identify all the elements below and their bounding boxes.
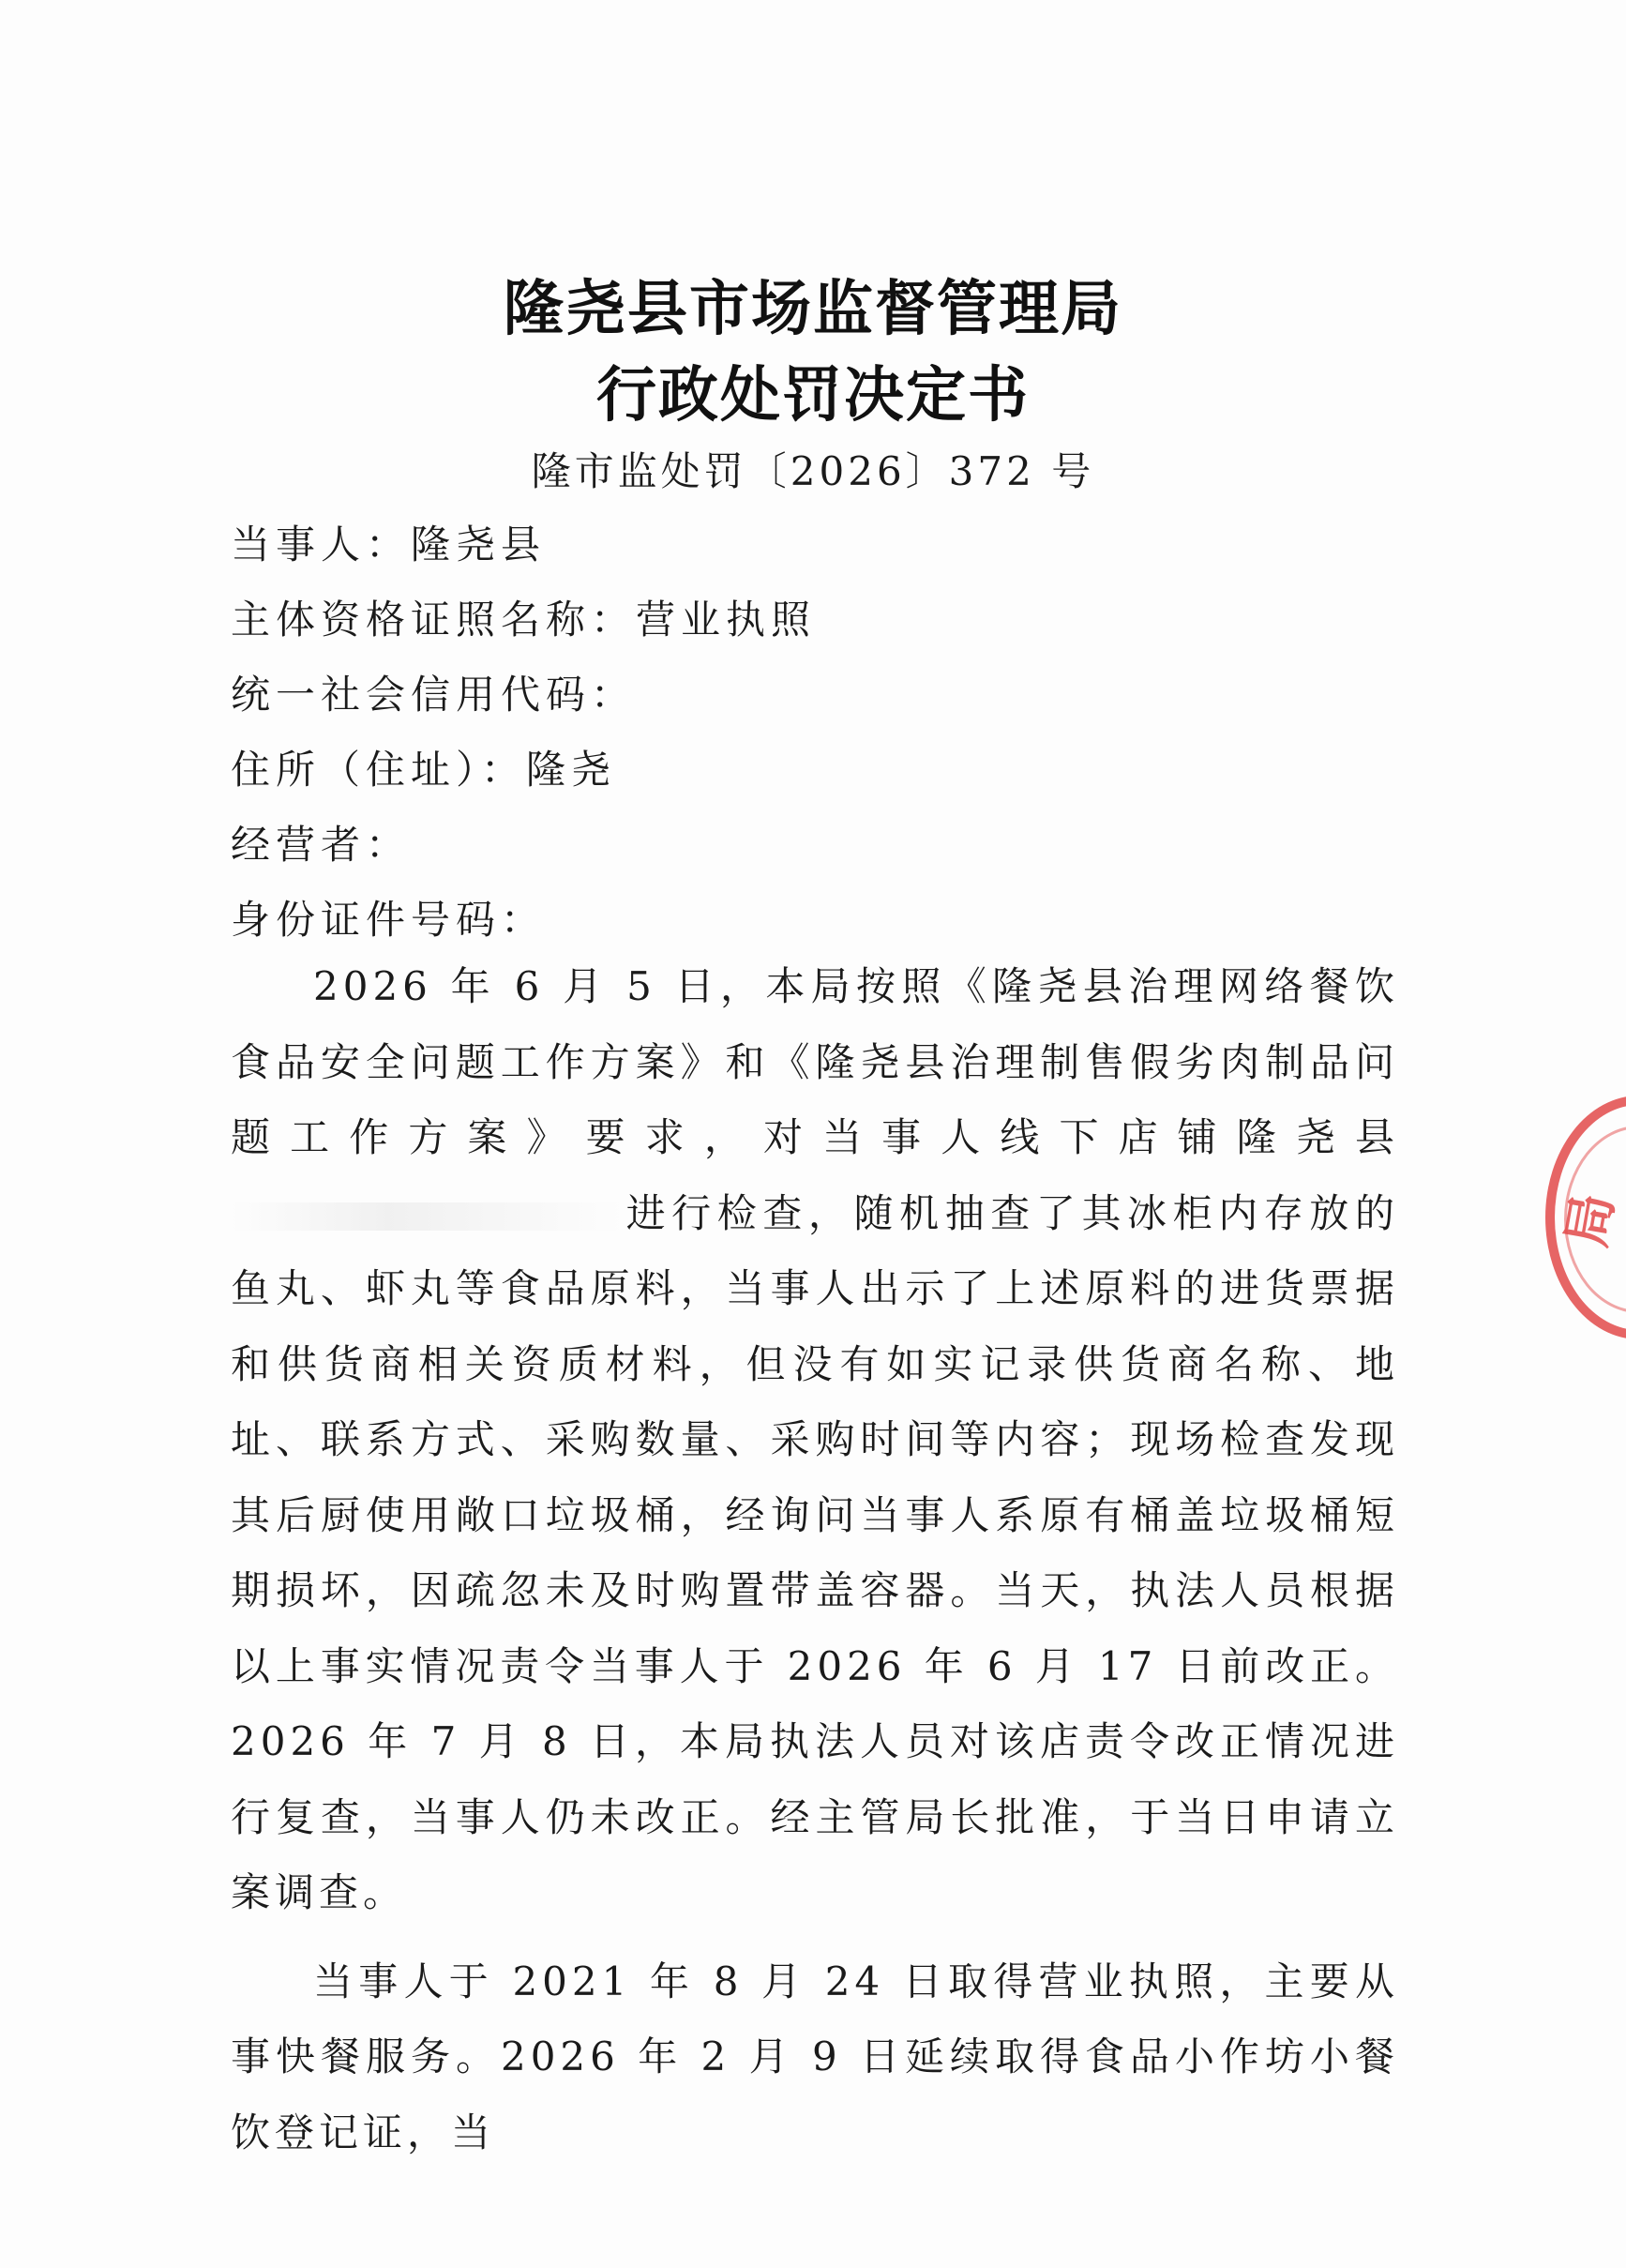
field-license-name: 主体资格证照名称：营业执照 [231, 597, 817, 643]
field-credit-code: 统一社会信用代码： [231, 672, 637, 718]
paragraph-business-info: 当事人于 2021 年 8 月 24 日取得营业执照，主要从事快餐服务。2026 年 2 月 9 日延续取得食品小作坊小餐饮登记证，当 [231, 1958, 1400, 2155]
field-address: 住所（住址）：隆尧 [231, 747, 617, 793]
document-body [231, 949, 1399, 2170]
document-number: 隆市监处罚〔2026〕372 号 [531, 448, 1095, 494]
document-title-type: 行政处罚决定书 [596, 360, 1030, 431]
document-title-agency: 隆尧县市场监督管理局 [504, 274, 1122, 344]
paragraph-inspection-part2: 进行检查，随机抽查了其冰柜内存放的鱼丸、虾丸等食品原料，当事人出示了上述原料的进货票据和供货商相关资质材料，但没有如实记录供货商名称、地址、联系方式、采购数量、采购时间等内容；现场检查发现其后厨使用敞口垃圾桶，经询问当事人系原有桶盖垃圾桶短期损坏，因疏忽未及时购置带盖容器。当天，执法人员根据以上事实情况责令当事人于 2026 年 6 月 17 日前改正。2026 年 7 月 8 日，本局执法人员对该店责令改正情况进行复查，当事人仍未改正。经主管局长批准，于当日申请立案调查。 [231, 1189, 1399, 1915]
field-id-number: 身份证件号码： [231, 897, 547, 943]
paragraph-inspection [231, 949, 1399, 1931]
field-operator: 经营者： [231, 822, 412, 868]
paragraph-inspection-part1: 2026 年 6 月 5 日，本局按照《隆尧县治理网络餐饮食品安全问题工作方案》和《隆尧县治理制售假劣肉制品问题工作方案》要求，对当事人线下店铺隆尧县 [231, 963, 1399, 1160]
official-seal-glyph: 局 [1555, 1188, 1626, 1251]
redacted-store-name [231, 1202, 625, 1231]
field-party: 当事人：隆尧县 [231, 522, 547, 567]
